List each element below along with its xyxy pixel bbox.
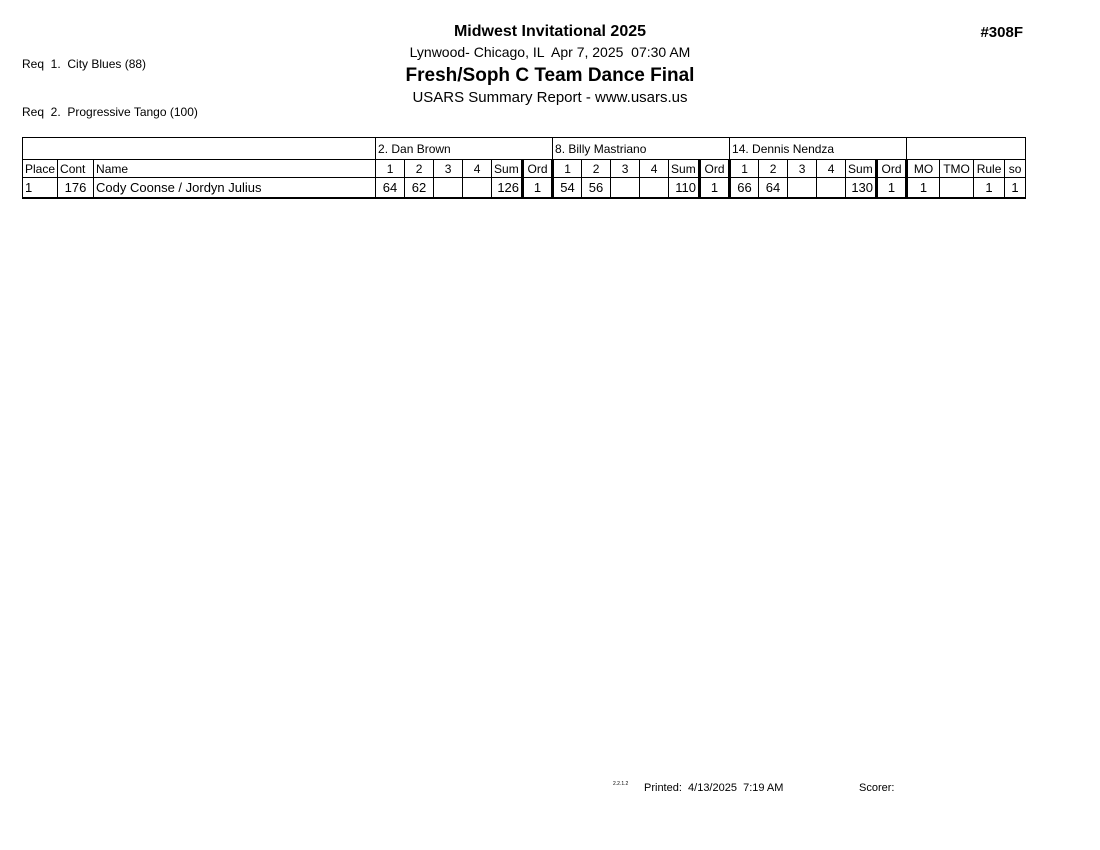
judge-1-col-1: 1: [376, 160, 405, 178]
judge-2-col-sum: Sum: [669, 160, 700, 178]
report-title: USARS Summary Report - www.usars.us: [412, 89, 688, 107]
col-header-tmo: TMO: [940, 160, 974, 178]
event-number: #308F: [980, 24, 1023, 41]
required-dance-2: Req 2. Progressive Tango (100): [22, 105, 198, 119]
judge-3-col-1: 1: [730, 160, 759, 178]
judge-2-score-2: 56: [582, 178, 611, 199]
judge-1-name: 2. Dan Brown: [376, 138, 553, 160]
judge-2-col-2: 2: [582, 160, 611, 178]
judges-row-spacer-left: [23, 138, 376, 160]
judge-1-col-4: 4: [463, 160, 492, 178]
judge-3-score-3: [788, 178, 817, 199]
judge-2-col-3: 3: [611, 160, 640, 178]
judge-3-score-4: [817, 178, 846, 199]
judge-3-ord: 1: [877, 178, 907, 199]
judge-2-col-1: 1: [553, 160, 582, 178]
required-dance-1: Req 1. City Blues (88): [22, 57, 147, 71]
col-header-cont: Cont: [58, 160, 94, 178]
judge-2-sum: 110: [669, 178, 700, 199]
judge-1-score-2: 62: [405, 178, 434, 199]
venue-datetime: Lynwood- Chicago, IL Apr 7, 2025 07:30 AM: [409, 44, 691, 60]
judge-3-col-4: 4: [817, 160, 846, 178]
judge-2-score-4: [640, 178, 669, 199]
event-name: Fresh/Soph C Team Dance Final: [405, 64, 695, 86]
judge-1-col-sum: Sum: [492, 160, 523, 178]
results-table: [22, 137, 1026, 199]
so-cell: 1: [1005, 178, 1026, 199]
mo-cell: 1: [907, 178, 940, 199]
judge-2-score-3: [611, 178, 640, 199]
judge-3-sum: 130: [846, 178, 877, 199]
report-header: [0, 22, 1100, 108]
scorer-label: Scorer:: [859, 782, 895, 794]
judge-2-score-1: 54: [553, 178, 582, 199]
judge-1-col-ord: Ord: [523, 160, 553, 178]
judge-1-col-3: 3: [434, 160, 463, 178]
judge-2-col-4: 4: [640, 160, 669, 178]
judge-1-ord: 1: [523, 178, 553, 199]
judge-1-sum: 126: [492, 178, 523, 199]
judge-3-col-sum: Sum: [846, 160, 877, 178]
col-header-mo: MO: [907, 160, 940, 178]
judge-2-col-ord: Ord: [700, 160, 730, 178]
printed-timestamp: Printed: 4/13/2025 7:19 AM: [644, 782, 784, 794]
judge-3-col-2: 2: [759, 160, 788, 178]
judge-1-score-4: [463, 178, 492, 199]
judge-1-score-1: 64: [376, 178, 405, 199]
team-names-cell: Cody Coonse / Jordyn Julius: [94, 178, 376, 199]
judge-3-col-ord: Ord: [877, 160, 907, 178]
col-header-place: Place: [23, 160, 58, 178]
event-title: Midwest Invitational 2025: [453, 23, 647, 40]
judge-1-score-3: [434, 178, 463, 199]
judge-3-score-2: 64: [759, 178, 788, 199]
judge-3-score-1: 66: [730, 178, 759, 199]
judge-2-name: 8. Billy Mastriano: [553, 138, 730, 160]
column-header-row: [23, 160, 1026, 178]
col-header-so: so: [1005, 160, 1026, 178]
rule-cell: 1: [974, 178, 1005, 199]
judges-row-spacer-right: [907, 138, 1026, 160]
contestant-number-cell: 176: [58, 178, 94, 199]
judge-1-col-2: 2: [405, 160, 434, 178]
judge-3-col-3: 3: [788, 160, 817, 178]
judge-3-name: 14. Dennis Nendza: [730, 138, 907, 160]
place-cell: 1: [23, 178, 58, 199]
software-version: 2.2.1.2: [613, 781, 629, 787]
judges-header-row: [23, 138, 1026, 160]
col-header-name: Name: [94, 160, 376, 178]
result-row: [23, 178, 1026, 199]
col-header-rule: Rule: [974, 160, 1005, 178]
tmo-cell: [940, 178, 974, 199]
judge-2-ord: 1: [700, 178, 730, 199]
